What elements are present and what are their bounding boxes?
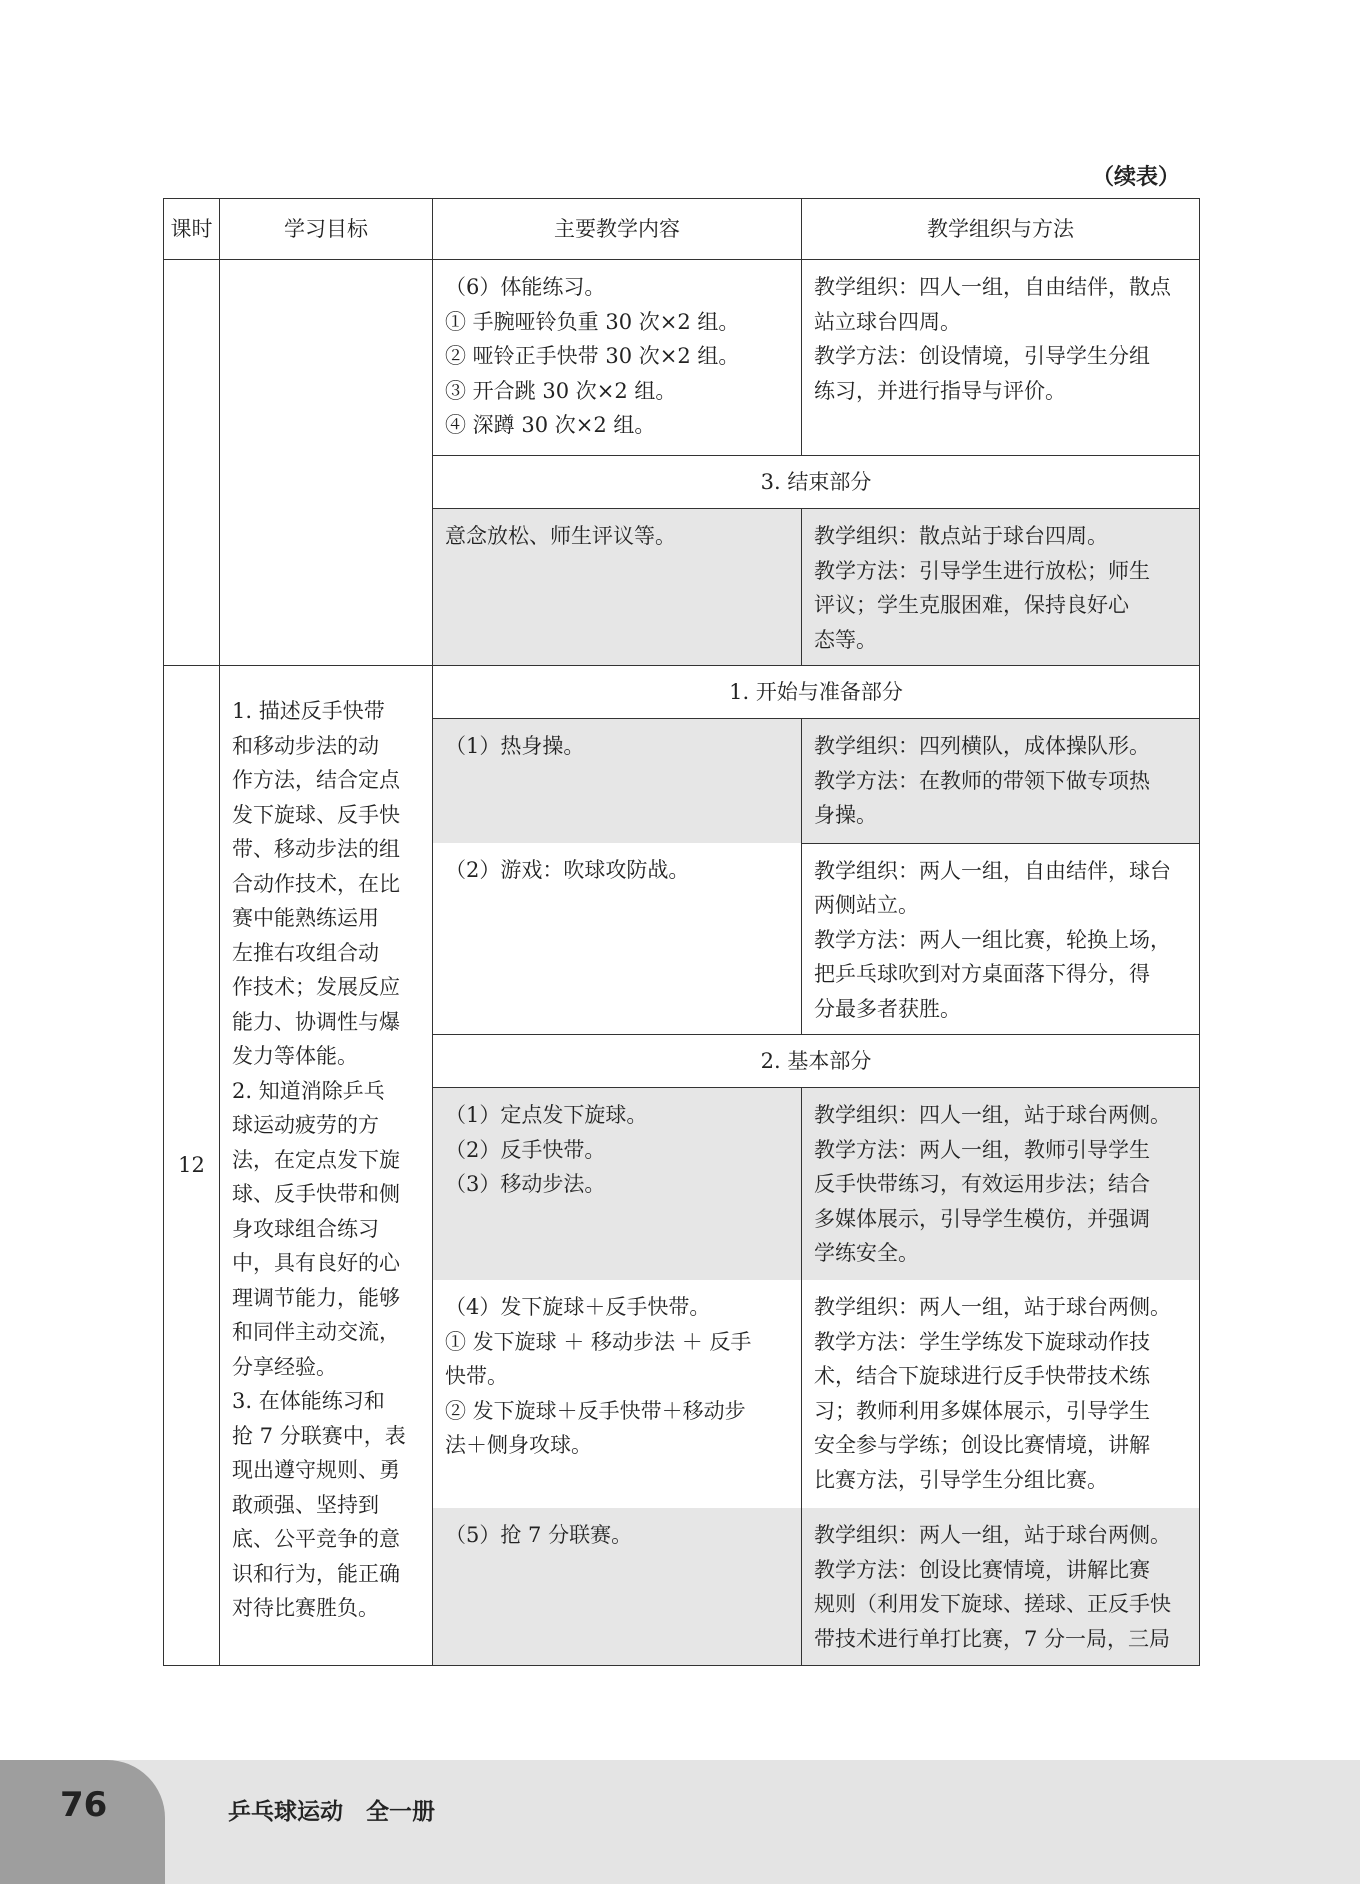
lesson-plan-table xyxy=(163,198,1200,1666)
content-cell xyxy=(433,719,802,844)
text-line: 教学组织：两人一组，站于球台两侧。 xyxy=(814,1295,1171,1319)
method-cell xyxy=(802,260,1200,456)
text-line: 教学方法：在教师的带领下做专项热 xyxy=(814,768,1150,793)
text-line: 赛中能熟练运用 xyxy=(232,906,379,930)
text-line: ① 手腕哑铃负重 30 次×2 组。 xyxy=(445,309,740,334)
text-lines xyxy=(433,1088,801,1210)
text-line: 能力、协调性与爆 xyxy=(232,1009,400,1034)
text-line: 教学组织：散点站于球台四周。 xyxy=(814,524,1108,548)
text-lines xyxy=(802,1508,1199,1664)
text-line: 教学方法：引导学生进行放松；师生 xyxy=(814,558,1150,583)
objective-cell-empty xyxy=(220,260,433,666)
text-line: 1. 描述反手快带 xyxy=(232,699,385,723)
method-cell xyxy=(802,1280,1200,1508)
text-line: 和移动步法的动 xyxy=(232,733,379,758)
text-line: （4）发下旋球＋反手快带。 xyxy=(445,1295,711,1319)
page-number: 76 xyxy=(60,1785,108,1825)
text-line: 抢 7 分联赛中，表 xyxy=(232,1423,406,1448)
section-basic: 2. 基本部分 xyxy=(433,1035,1200,1088)
text-line: 作技术；发展反应 xyxy=(232,975,400,999)
text-line: 比赛方法，引导学生分组比赛。 xyxy=(814,1467,1108,1492)
text-line: 2. 知道消除乒乓 xyxy=(232,1078,385,1103)
book-title: 乒乓球运动 全一册 xyxy=(228,1799,435,1825)
method-cell xyxy=(802,1088,1200,1281)
text-line: 理调节能力，能够 xyxy=(232,1285,400,1310)
text-line: 习；教师利用多媒体展示，引导学生 xyxy=(814,1398,1150,1423)
text-lines xyxy=(802,844,1199,1035)
text-line: （2）游戏：吹球攻防战。 xyxy=(445,858,690,882)
text-lines xyxy=(433,260,801,451)
text-line: 对待比赛胜负。 xyxy=(232,1596,379,1620)
text-lines xyxy=(433,1280,801,1471)
text-line: 规则（利用发下旋球、搓球、正反手快 xyxy=(814,1592,1171,1616)
header-objective: 学习目标 xyxy=(220,199,433,260)
method-cell xyxy=(802,509,1200,666)
method-cell xyxy=(802,1508,1200,1666)
text-line: 带、移动步法的组 xyxy=(232,837,400,861)
method-cell xyxy=(802,719,1200,844)
text-line: 术，结合下旋球进行反手快带技术练 xyxy=(814,1364,1150,1388)
text-line: 教学方法：学生学练发下旋球动作技 xyxy=(814,1329,1150,1354)
text-line: 敢顽强、坚持到 xyxy=(232,1492,379,1517)
text-line: 法＋侧身攻球。 xyxy=(445,1433,592,1457)
text-line: 合动作技术，在比 xyxy=(232,871,400,896)
text-lines xyxy=(433,843,801,896)
text-line: 分最多者获胜。 xyxy=(814,996,961,1021)
text-line: （6）体能练习。 xyxy=(445,275,606,299)
text-lines xyxy=(433,1508,801,1561)
section-ending: 3. 结束部分 xyxy=(433,456,1200,509)
text-line: 教学方法：两人一组比赛，轮换上场， xyxy=(814,927,1171,952)
text-lines xyxy=(433,509,801,562)
text-line: 教学方法：两人一组，教师引导学生 xyxy=(814,1137,1150,1162)
text-line: 作方法，结合定点 xyxy=(232,768,400,792)
text-line: （1）定点发下旋球。 xyxy=(445,1103,648,1127)
text-line: （3）移动步法。 xyxy=(445,1172,606,1196)
text-line: 态等。 xyxy=(814,627,877,652)
lesson-number: 12 xyxy=(164,666,220,1666)
text-line: 两侧站立。 xyxy=(814,893,919,917)
text-line: ③ 开合跳 30 次×2 组。 xyxy=(445,378,677,403)
text-line: 教学组织：两人一组，站于球台两侧。 xyxy=(814,1523,1171,1547)
text-line: 发力等体能。 xyxy=(232,1044,358,1068)
objective-cell xyxy=(220,666,433,1666)
text-line: 教学组织：四人一组，站于球台两侧。 xyxy=(814,1103,1171,1127)
text-line: 快带。 xyxy=(445,1364,508,1388)
text-line: （5）抢 7 分联赛。 xyxy=(445,1523,633,1547)
content-cell xyxy=(433,509,802,666)
text-line: ① 发下旋球 ＋ 移动步法 ＋ 反手 xyxy=(445,1329,752,1354)
content-cell xyxy=(433,1088,802,1281)
header-lesson: 课时 xyxy=(164,199,220,260)
text-lines xyxy=(220,666,432,1626)
text-line: 安全参与学练；创设比赛情境，讲解 xyxy=(814,1433,1150,1457)
text-line: ② 发下旋球＋反手快带＋移动步 xyxy=(445,1398,746,1423)
text-line: 现出遵守规则、勇 xyxy=(232,1458,400,1482)
text-line: 教学组织：四列横队，成体操队形。 xyxy=(814,734,1150,758)
text-line: 分享经验。 xyxy=(232,1354,337,1379)
text-line: （1）热身操。 xyxy=(445,734,585,758)
text-line: 法，在定点发下旋 xyxy=(232,1147,400,1172)
text-line: 和同伴主动交流， xyxy=(232,1320,400,1344)
footer-bar xyxy=(0,1760,1360,1884)
text-line: 识和行为，能正确 xyxy=(232,1561,400,1586)
text-line: 多媒体展示，引导学生模仿，并强调 xyxy=(814,1206,1150,1231)
section-row xyxy=(164,666,1200,719)
content-cell xyxy=(433,843,802,1035)
text-line: 球运动疲劳的方 xyxy=(232,1113,379,1137)
text-lines xyxy=(433,719,801,772)
text-line: 教学组织：四人一组，自由结伴，散点 xyxy=(814,275,1171,299)
continued-label: （续表） xyxy=(1091,165,1180,190)
text-line: ④ 深蹲 30 次×2 组。 xyxy=(445,413,656,437)
text-lines xyxy=(802,1088,1199,1279)
text-lines xyxy=(802,719,1199,841)
header-method: 教学组织与方法 xyxy=(802,199,1200,260)
header-row xyxy=(164,199,1200,260)
text-lines xyxy=(802,509,1199,665)
content-cell xyxy=(433,1508,802,1666)
content-cell xyxy=(433,260,802,456)
method-cell xyxy=(802,843,1200,1035)
text-line: 意念放松、师生评议等。 xyxy=(445,524,676,548)
table-row xyxy=(164,260,1200,456)
content-cell xyxy=(433,1280,802,1508)
text-line: 教学组织：两人一组，自由结伴，球台 xyxy=(814,858,1171,883)
text-line: 评议；学生克服困难，保持良好心 xyxy=(814,593,1129,617)
text-line: ② 哑铃正手快带 30 次×2 组。 xyxy=(445,344,740,368)
text-lines xyxy=(802,260,1199,416)
text-line: 站立球台四周。 xyxy=(814,309,961,334)
text-line: 带技术进行单打比赛，7 分一局，三局 xyxy=(814,1626,1171,1651)
text-line: 学练安全。 xyxy=(814,1241,919,1265)
text-line: 把乒乓球吹到对方桌面落下得分，得 xyxy=(814,962,1150,986)
text-line: 底、公平竞争的意 xyxy=(232,1527,400,1551)
text-line: 教学方法：创设比赛情境，讲解比赛 xyxy=(814,1557,1150,1582)
text-line: 反手快带练习，有效运用步法；结合 xyxy=(814,1172,1150,1196)
text-line: 中，具有良好的心 xyxy=(232,1251,400,1275)
header-content: 主要教学内容 xyxy=(433,199,802,260)
text-line: 发下旋球、反手快 xyxy=(232,802,400,827)
text-line: 练习，并进行指导与评价。 xyxy=(814,378,1066,403)
text-line: （2）反手快带。 xyxy=(445,1137,606,1162)
section-start: 1. 开始与准备部分 xyxy=(433,666,1200,719)
text-lines xyxy=(802,1280,1199,1505)
lesson-number-cell-empty xyxy=(164,260,220,666)
text-line: 3. 在体能练习和 xyxy=(232,1389,385,1413)
text-line: 身操。 xyxy=(814,803,877,827)
text-line: 教学方法：创设情境，引导学生分组 xyxy=(814,344,1150,368)
text-line: 左推右攻组合动 xyxy=(232,940,379,965)
text-line: 球、反手快带和侧 xyxy=(232,1182,400,1206)
text-line: 身攻球组合练习 xyxy=(232,1216,379,1241)
